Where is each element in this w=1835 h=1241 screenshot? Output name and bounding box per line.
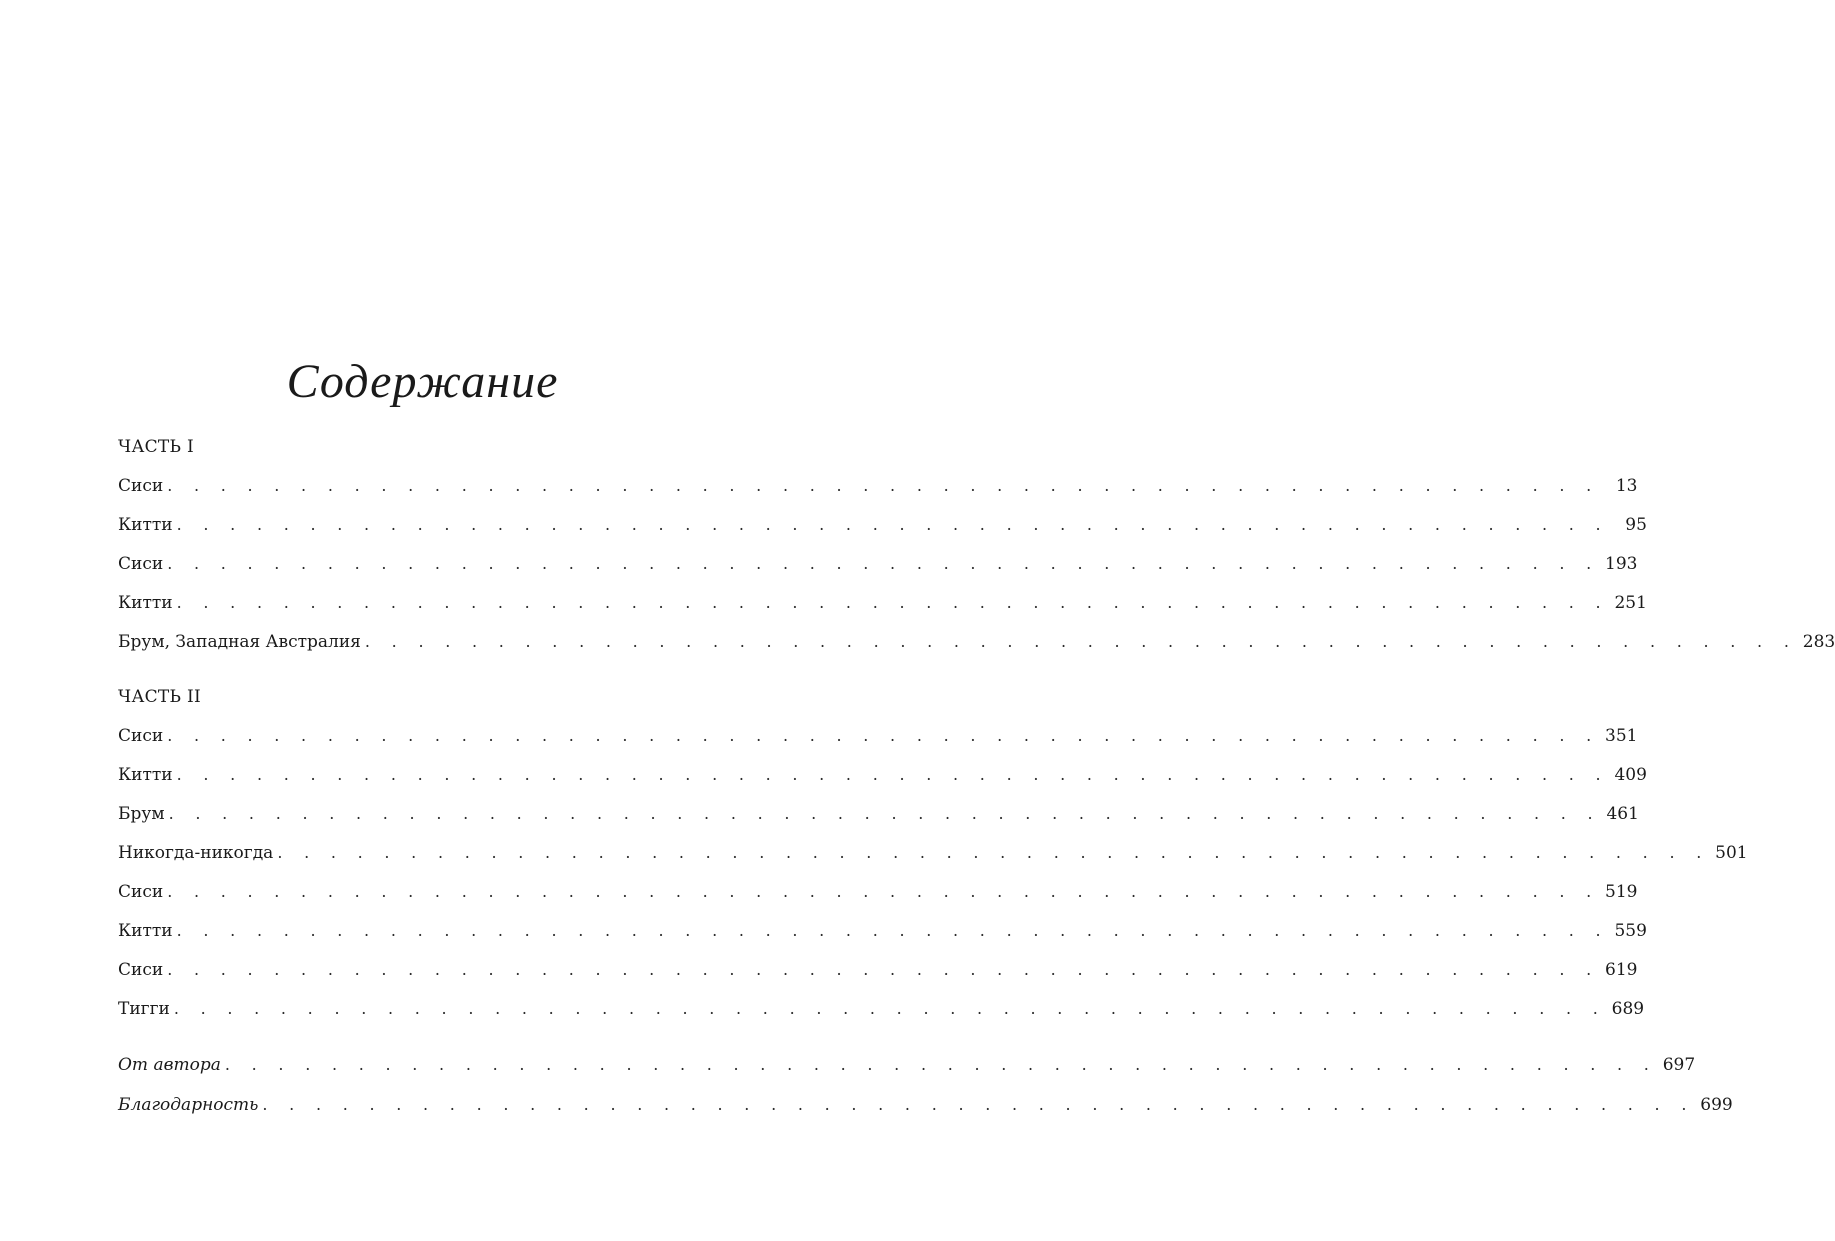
page-number: 699 [1700, 1095, 1733, 1115]
dot-leader: . . . . . . . . . . . . . . . . . . . . . . . . . . . . . . . . . . . . . . . . . . . . . . . . . . . . . . [167, 726, 1600, 745]
part-heading-2: ЧАСТЬ II [118, 687, 202, 707]
dot-leader: . . . . . . . . . . . . . . . . . . . . . . . . . . . . . . . . . . . . . . . . . . . . . . . . . . . . . . [176, 921, 1609, 940]
dot-leader: . . . . . . . . . . . . . . . . . . . . . . . . . . . . . . . . . . . . . . . . . . . . . . . . . . . . . . [262, 1095, 1695, 1114]
entry-title: Сиси [118, 476, 164, 496]
page-number: 619 [1605, 960, 1638, 980]
entry-title: Благодарность [118, 1095, 259, 1115]
page-number: 193 [1605, 554, 1638, 574]
dot-leader: . . . . . . . . . . . . . . . . . . . . . . . . . . . . . . . . . . . . . . . . . . . . . . . . . . . . . . [364, 632, 1798, 651]
dot-leader: . . . . . . . . . . . . . . . . . . . . . . . . . . . . . . . . . . . . . . . . . . . . . . . . . . . . . . [167, 960, 1600, 979]
page-number: 697 [1662, 1055, 1696, 1075]
dot-leader: . . . . . . . . . . . . . . . . . . . . . . . . . . . . . . . . . . . . . . . . . . . . . . . . . . . . . . [167, 882, 1600, 901]
toc-entry[interactable] [118, 802, 1639, 826]
page-number: 283 [1802, 632, 1835, 652]
dot-leader: . . . . . . . . . . . . . . . . . . . . . . . . . . . . . . . . . . . . . . . . . . . . . . . . . . . . . . [176, 593, 1609, 612]
toc-entry-author-note[interactable] [118, 1053, 1696, 1077]
dot-leader: . . . . . . . . . . . . . . . . . . . . . . . . . . . . . . . . . . . . . . . . . . . . . . . . . . . . . . [176, 515, 1609, 534]
entry-title: Брум, Западная Австралия [118, 632, 361, 652]
entry-title: Брум [118, 804, 165, 824]
entry-title: Сиси [118, 960, 164, 980]
page-number: 689 [1611, 999, 1645, 1019]
entry-title: Китти [118, 593, 173, 613]
toc-entry[interactable] [118, 630, 1835, 654]
page-number: 351 [1605, 726, 1638, 746]
dot-leader: . . . . . . . . . . . . . . . . . . . . . . . . . . . . . . . . . . . . . . . . . . . . . . . . . . . . . . [173, 999, 1607, 1018]
toc-entry[interactable] [118, 841, 1748, 865]
dot-leader: . . . . . . . . . . . . . . . . . . . . . . . . . . . . . . . . . . . . . . . . . . . . . . . . . . . . . . [277, 843, 1710, 862]
entry-title: Китти [118, 765, 173, 785]
toc-entry[interactable] [118, 552, 1638, 576]
page-number: 251 [1614, 593, 1647, 613]
page-number: 13 [1615, 476, 1638, 496]
part-heading-1: ЧАСТЬ I [118, 437, 195, 457]
dot-leader: . . . . . . . . . . . . . . . . . . . . . . . . . . . . . . . . . . . . . . . . . . . . . . . . . . . . . . [224, 1055, 1658, 1074]
toc-entry[interactable] [118, 724, 1638, 748]
toc-entry[interactable] [118, 958, 1638, 982]
toc-entry[interactable] [118, 591, 1647, 615]
toc-entry[interactable] [118, 513, 1647, 537]
entry-title: Сиси [118, 882, 164, 902]
page-number: 461 [1606, 804, 1639, 824]
toc-entry[interactable] [118, 763, 1647, 787]
page-number: 501 [1715, 843, 1748, 863]
dot-leader: . . . . . . . . . . . . . . . . . . . . . . . . . . . . . . . . . . . . . . . . . . . . . . . . . . . . . . [176, 765, 1609, 784]
page-number: 95 [1625, 515, 1647, 535]
toc-entry[interactable] [118, 919, 1647, 943]
entry-title: Китти [118, 515, 173, 535]
dot-leader: . . . . . . . . . . . . . . . . . . . . . . . . . . . . . . . . . . . . . . . . . . . . . . . . . . . . . . [168, 804, 1601, 823]
entry-title: Никогда-никогда [118, 843, 274, 863]
dot-leader: . . . . . . . . . . . . . . . . . . . . . . . . . . . . . . . . . . . . . . . . . . . . . . . . . . . . . . [167, 554, 1600, 573]
toc-entry[interactable] [118, 474, 1638, 498]
entry-title: Сиси [118, 726, 164, 746]
dot-leader: . . . . . . . . . . . . . . . . . . . . . . . . . . . . . . . . . . . . . . . . . . . . . . . . . . . . . . [167, 476, 1600, 495]
toc-entry[interactable] [118, 880, 1638, 904]
toc-entry-acknowledgements[interactable] [118, 1093, 1733, 1117]
page-title: Содержание [286, 355, 559, 408]
page-number: 559 [1614, 921, 1647, 941]
entry-title: Китти [118, 921, 173, 941]
entry-title: Тигги [118, 999, 170, 1019]
entry-title: Сиси [118, 554, 164, 574]
toc-entry[interactable] [118, 997, 1645, 1021]
page-number: 519 [1605, 882, 1638, 902]
page-number: 409 [1614, 765, 1647, 785]
entry-title: От автора [118, 1055, 221, 1075]
